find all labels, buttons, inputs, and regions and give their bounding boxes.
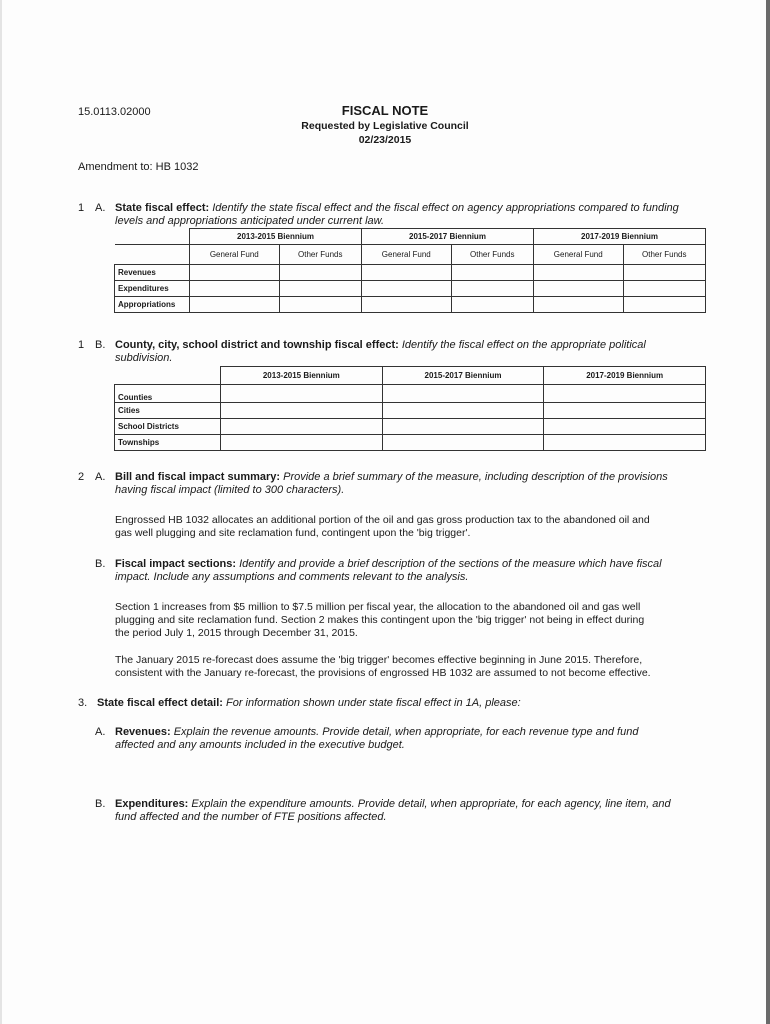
table-row [115,402,706,418]
section-2a-heading: Bill and fiscal impact summary: [115,471,281,483]
requested-by: Requested by Legislative Council [301,120,469,132]
section-1a-letter: A. [95,202,106,214]
bill-id: 15.0113.02000 [78,106,151,118]
local-fiscal-effect-table [114,366,706,451]
section-1b-text [115,339,715,365]
section-2a-text [115,471,715,497]
document-title: FISCAL NOTE [341,103,429,118]
section-2b-letter: B. [95,558,106,570]
row-label: Cities [115,402,221,418]
biennium-header: 2017-2019 Biennium [533,229,705,245]
section-3b-heading: Expenditures: [115,798,189,810]
paragraph-line: plugging and site reclamation fund. Section 2 makes this contingent upon the 'big trigger' not being in effect during [115,614,645,626]
section-3a-letter: A. [95,726,106,738]
section-2a-number: 2 [78,471,85,483]
section-3b-text [115,798,715,824]
section-3b-instruction: Explain the expenditure amounts. Provide detail, when appropriate, for each agency, line item, and [191,798,671,810]
row-label: Townships [115,434,221,450]
biennium-header: 2017-2019 Biennium [544,367,706,385]
scan-edge-right [766,0,770,1024]
section-1a-instruction: Identify the state fiscal effect and the fiscal effect on agency appropriations compared to funding [212,202,679,214]
row-label: Appropriations [115,297,190,313]
table-row [115,281,706,297]
section-2b-heading: Fiscal impact sections: [115,558,237,570]
section-1a-number: 1 [78,202,85,214]
fund-column-header: Other Funds [279,245,361,265]
biennium-header: 2013-2015 Biennium [190,229,362,245]
section-2a-instruction-cont: having fiscal impact (limited to 300 characters). [115,484,345,496]
row-label: School Districts [115,418,221,434]
row-label: Revenues [115,265,190,281]
summary-line: Engrossed HB 1032 allocates an additional portion of the oil and gas gross production tax to the abandoned oil and [115,514,650,526]
row-label: Counties [115,384,221,402]
section-3a-text [115,726,715,752]
amendment-line: Amendment to: HB 1032 [78,161,199,173]
fund-column-header: Other Funds [451,245,533,265]
section-1b-instruction: Identify the fiscal effect on the appropriate political [401,339,646,351]
section-3b-instruction-cont: fund affected and the number of FTE positions affected. [115,811,387,823]
section-1b-heading: County, city, school district and township fiscal effect: [115,339,399,351]
paragraph-line: the period July 1, 2015 through December 31, 2015. [115,627,358,639]
table-corner [115,367,221,385]
section-2a-body [115,514,715,540]
section-2a-instruction: Provide a brief summary of the measure, including description of the provisions [283,471,668,483]
section-1a-instruction-cont: levels and appropriations anticipated under current law. [115,215,385,227]
section-2b-paragraph-2 [115,654,715,680]
section-2b-paragraph-1 [115,601,715,640]
section-1b-number: 1 [78,339,85,351]
table-corner [115,245,190,265]
fund-column-header: General Fund [190,245,280,265]
section-2a-letter: A. [95,471,106,483]
paragraph-line: consistent with the January re-forecast, the provisions of engrossed HB 1032 are assumed to not become effective. [115,667,651,679]
section-3a-heading: Revenues: [115,726,171,738]
section-3b-letter: B. [95,798,106,810]
table-row [115,384,706,402]
state-fiscal-effect-table [114,228,706,313]
fund-column-header: General Fund [361,245,451,265]
section-3-number: 3. [78,697,88,709]
paragraph-line: The January 2015 re-forecast does assume the 'big trigger' becomes effective beginning in June 2015. Therefore, [115,654,643,666]
section-3-text [97,697,717,710]
section-1a-heading: State fiscal effect: [115,202,210,214]
section-2b-instruction-cont: impact. Include any assumptions and comments relevant to the analysis. [115,571,469,583]
scan-edge-left [0,0,2,1024]
section-1b-instruction-cont: subdivision. [115,352,173,364]
summary-line: gas well plugging and site reclamation fund, contingent upon the 'big trigger'. [115,527,471,539]
section-3a-instruction: Explain the revenue amounts. Provide detail, when appropriate, for each revenue type and fund [173,726,639,738]
section-3-instruction: For information shown under state fiscal effect in 1A, please: [226,697,521,709]
document-date: 02/23/2015 [358,134,412,146]
row-label: Expenditures [115,281,190,297]
section-1b-letter: B. [95,339,106,351]
fund-column-header: Other Funds [623,245,705,265]
table-row [115,434,706,450]
section-1a-text [115,202,715,228]
biennium-header: 2013-2015 Biennium [221,367,383,385]
table-row [115,418,706,434]
biennium-header: 2015-2017 Biennium [382,367,544,385]
table-row [115,265,706,281]
section-2b-text [115,558,715,584]
table-corner [115,229,190,245]
table-row [115,297,706,313]
fund-column-header: General Fund [533,245,623,265]
section-3a-instruction-cont: affected and any amounts included in the executive budget. [115,739,405,751]
section-3-heading: State fiscal effect detail: [97,697,223,709]
biennium-header: 2015-2017 Biennium [361,229,533,245]
paragraph-line: Section 1 increases from $5 million to $7.5 million per fiscal year, the allocation to the abandoned oil and gas well [115,601,641,613]
section-2b-instruction: Identify and provide a brief description of the sections of the measure which have fiscal [239,558,662,570]
